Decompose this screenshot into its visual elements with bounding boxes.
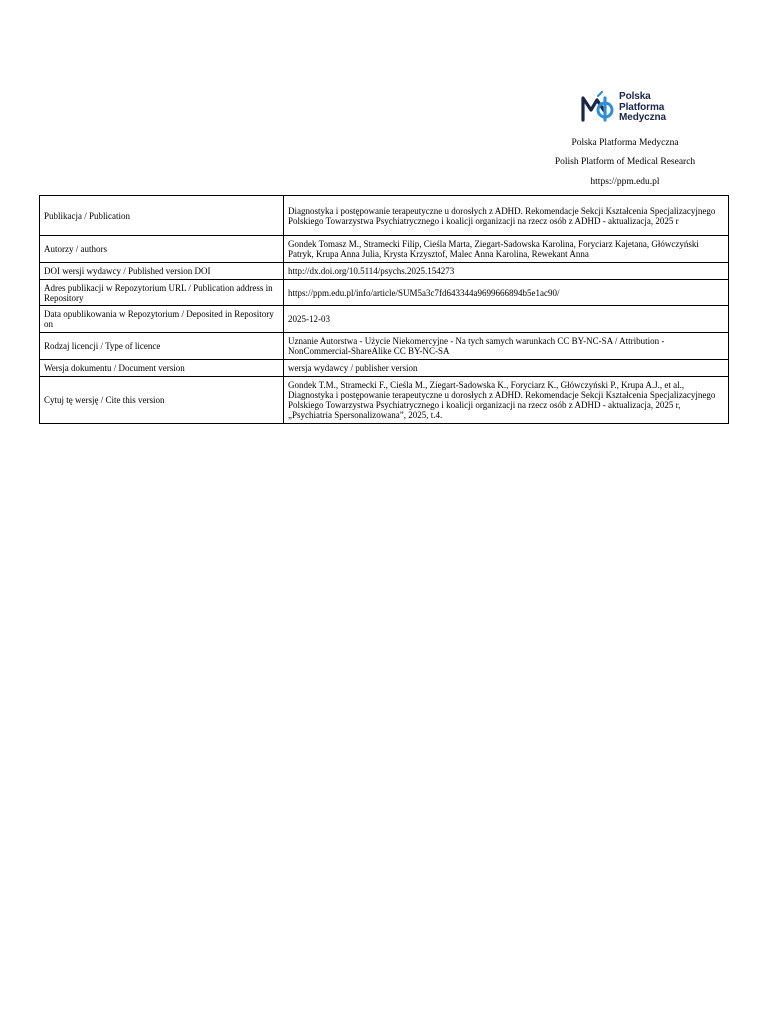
org-name-en: Polish Platform of Medical Research <box>554 157 696 167</box>
table-row-deposited-date <box>40 306 729 333</box>
row-label: Wersja dokumentu / Document version <box>40 360 284 377</box>
logo-line-1: Polska <box>619 91 651 103</box>
table-row-publication <box>40 196 729 236</box>
org-name-pl: Polska Platforma Medyczna <box>571 138 679 148</box>
repository-link[interactable]: https://ppm.edu.pl/info/article/SUM5a3c7fd643344a9699666894b5e1ac90/ <box>284 280 729 306</box>
table-row-repository-url <box>40 280 729 306</box>
ppm-logo-icon <box>578 90 616 126</box>
table-row-authors <box>40 236 729 263</box>
row-label: Rodzaj licencji / Type of licence <box>40 333 284 360</box>
row-value: Gondek Tomasz M., Stramecki Filip, Cieśla Marta, Ziegart-Sadowska Karolina, Foryciarz Kajetana, Główczyński Patryk, Krupa Anna Julia, Krysta Krzysztof, Malec Anna Karolina, Rewekant Anna <box>284 236 729 263</box>
row-label: Cytuj tę wersję / Cite this version <box>40 377 284 424</box>
publication-metadata-table <box>39 195 729 424</box>
table-row-licence <box>40 333 729 360</box>
row-label: Publikacja / Publication <box>40 196 284 236</box>
ppm-logo <box>578 88 676 128</box>
org-url[interactable]: https://ppm.edu.pl <box>590 177 660 187</box>
row-label: Data opublikowania w Repozytorium / Deposited in Repository on <box>40 306 284 333</box>
row-value: Gondek T.M., Stramecki F., Cieśla M., Ziegart-Sadowska K., Foryciarz K., Główczyński P., Krupa A.J., et al., Diagnostyka i postępowanie terapeutyczne u dorosłych z ADHD. Rekomendacje Sekcji Kształcenia Specjalizacyjnego Polskiego Towarzystwa Psychiatrycznego i koalicji organizacji na rzecz osób z ADHD - aktualizacja, 2025 r, „Psychiatria Spersonalizowana”, 2025, t.4. <box>284 377 729 424</box>
row-label: DOI wersji wydawcy / Published version DOI <box>40 263 284 280</box>
row-value: Uznanie Autorstwa - Użycie Niekomercyjne - Na tych samych warunkach CC BY-NC-SA / Attribution - NonCommercial-ShareAlike CC BY-NC-SA <box>284 333 729 360</box>
row-value: 2025-12-03 <box>284 306 729 333</box>
row-label: Autorzy / authors <box>40 236 284 263</box>
logo-line-3: Medyczna <box>619 112 666 124</box>
row-label: Adres publikacji w Repozytorium URL / Publication address in Repository <box>40 280 284 306</box>
row-value: Diagnostyka i postępowanie terapeutyczne u dorosłych z ADHD. Rekomendacje Sekcji Kształcenia Specjalizacyjnego Polskiego Towarzystwa Psychiatrycznego i koalicji organizacji na rzecz osób z ADHD - aktualizacja, 2025 r <box>284 196 729 236</box>
table-row-citation <box>40 377 729 424</box>
table-row-doi <box>40 263 729 280</box>
logo-line-2: Platforma <box>619 101 665 113</box>
row-value: wersja wydawcy / publisher version <box>284 360 729 377</box>
ppm-logo-wordmark <box>619 92 666 124</box>
table-row-document-version <box>40 360 729 377</box>
doi-link[interactable]: http://dx.doi.org/10.5114/psychs.2025.154273 <box>284 263 729 280</box>
